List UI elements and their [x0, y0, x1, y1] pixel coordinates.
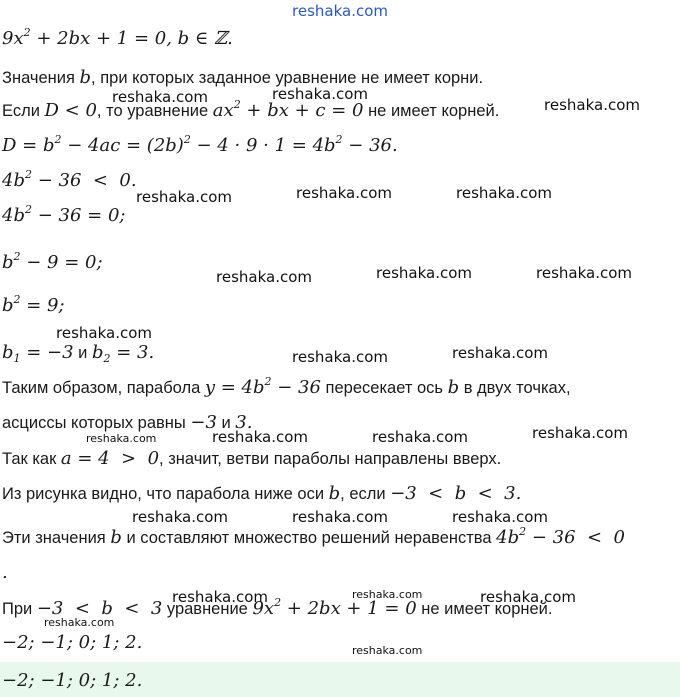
watermark: reshaka.com — [44, 616, 115, 629]
answer-line: −2; −1; 0; 1; 2. — [2, 670, 143, 691]
given-equation: $9x^2 + 2bx + 1 = 0$, b ∈ ℤ. — [2, 26, 233, 49]
watermark: reshaka.com — [372, 428, 468, 446]
equation-step-2: $b^2 - 9 = 0$; — [2, 250, 103, 273]
equation-step-1: $4b^2 - 36 = 0$; — [2, 203, 126, 226]
watermark: reshaka.com — [136, 188, 232, 206]
inequality-line: $4b^2 - 36 < 0$. — [2, 168, 137, 191]
watermark: reshaka.com — [452, 344, 548, 362]
watermark: reshaka.com — [172, 588, 268, 606]
abscissas-line: асциссы которых равны −3 и 3. — [2, 412, 253, 433]
watermark: reshaka.com — [296, 184, 392, 202]
watermark: reshaka.com — [272, 85, 368, 103]
watermark: reshaka.com — [452, 508, 548, 526]
watermark: reshaka.com — [456, 184, 552, 202]
watermark: reshaka.com — [480, 588, 576, 606]
watermark: reshaka.com — [86, 432, 157, 445]
watermark: reshaka.com — [212, 428, 308, 446]
watermark: reshaka.com — [216, 268, 312, 286]
equation-step-3: $b^2 = 9$; — [2, 293, 65, 316]
watermark: reshaka.com — [112, 88, 208, 106]
watermark: reshaka.com — [352, 644, 423, 657]
watermark: reshaka.com — [292, 348, 388, 366]
discriminant-line: $D = b^2 - 4ac = (2b)^2 - 4 \cdot 9 \cdot 1 = 4b^2 - 36$. — [2, 133, 398, 156]
equation-line — [2, 28, 233, 50]
period-line: . — [2, 562, 8, 583]
statement-line: Значения b, при которых заданное уравнение не имеет корни. — [2, 67, 484, 88]
watermark: reshaka.com — [536, 264, 632, 282]
watermark: reshaka.com — [292, 508, 388, 526]
watermark: reshaka.com — [376, 264, 472, 282]
watermark: reshaka.com — [352, 588, 423, 601]
parabola-line: Таким образом, парабола $y = 4b^2 - 36$ пересекает ось b в двух точках, — [2, 375, 571, 398]
condition-line: Если D < 0, то уравнение $ax^2$ + bx + c = 0 не имеет корней. — [2, 98, 500, 121]
watermark: reshaka.com — [132, 508, 228, 526]
roots-line: $b_1 = -3$ и $b_2 = 3$. — [2, 342, 155, 365]
answer-box — [0, 662, 680, 697]
watermark: reshaka.com — [532, 424, 628, 442]
solution-set-line: Эти значения b и составляют множество решений неравенства $4b^2 - 36 < 0$ — [2, 525, 625, 548]
conclusion-line: При −3 < b < 3 уравнение $9x^2 + 2bx + 1 = 0$ не имеет корней. — [2, 596, 553, 619]
site-header[interactable]: reshaka.com — [292, 2, 388, 20]
watermark: reshaka.com — [544, 96, 640, 114]
values-line: −2; −1; 0; 1; 2. — [2, 632, 143, 653]
branches-line: Так как a = 4 > 0, значит, ветви параболы направлены вверх. — [2, 448, 502, 469]
figure-line: Из рисунка видно, что парабола ниже оси b, если −3 < b < 3. — [2, 483, 522, 504]
watermark: reshaka.com — [56, 324, 152, 342]
